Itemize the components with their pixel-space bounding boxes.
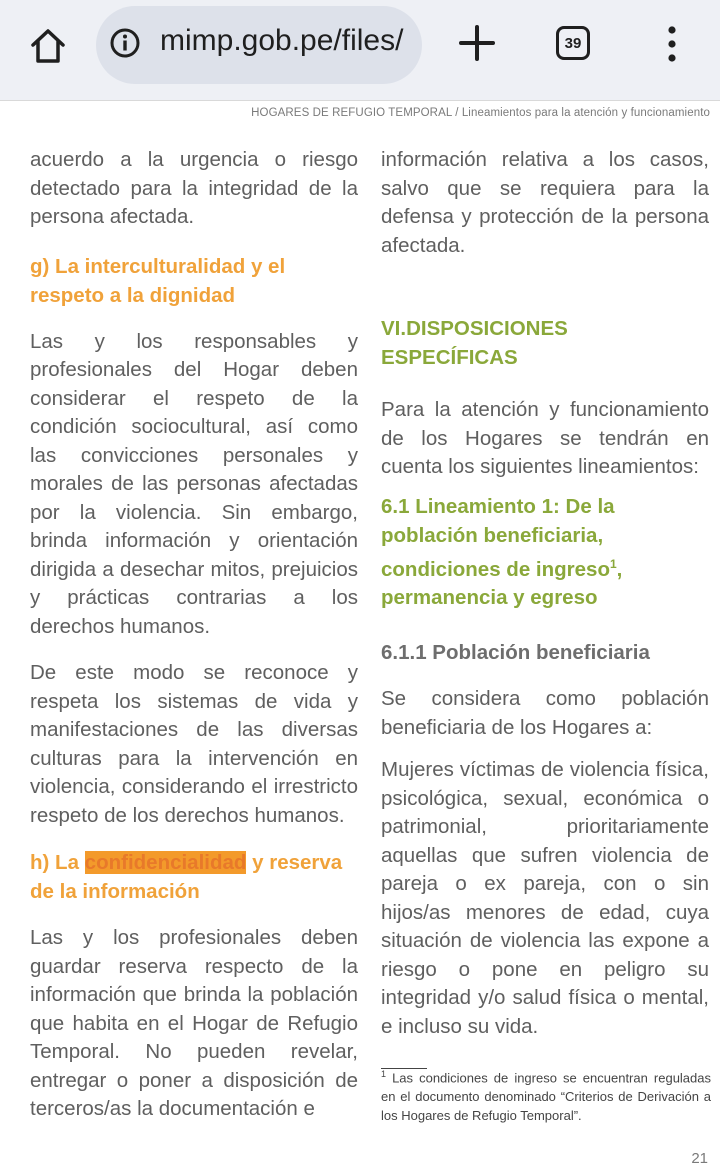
heading-text: y reserva de la información (30, 851, 343, 903)
home-button[interactable] (22, 20, 74, 72)
tab-switcher-button[interactable] (556, 26, 590, 60)
footnote-marker: 1 (609, 556, 617, 571)
search-highlight: confidencialidad (84, 851, 247, 874)
paragraph: Se considera como población beneficiaria de los Hogares a: (381, 687, 709, 739)
info-icon[interactable] (110, 28, 140, 58)
paragraph: Las y los responsables y profesionales del Hogar deben considerar el respeto de la condición sociocultural, así como las convicciones personales y morales de las personas afectadas por la violencia. Sin embargo, brinda información y orientación dirigida a desechar mitos, prejuicios y prácticas contrarias a los derechos humanos. (30, 329, 358, 638)
left-column (30, 146, 358, 1124)
section-heading-vi: VI.DISPOSICIONES ESPECÍFICAS (381, 317, 568, 369)
footnote (381, 1065, 711, 1125)
section-heading-6-1 (381, 492, 709, 613)
new-tab-icon[interactable] (456, 22, 498, 64)
tab-count: 39 (564, 34, 582, 52)
heading-text: , permanencia y egreso (381, 557, 623, 610)
more-options-icon[interactable] (660, 24, 684, 64)
paragraph: Mujeres víctimas de violencia física, psicológica, sexual, económica o patrimonial, prioritariamente aquellas que sufren violencia de pareja o ex pareja, con o sin hijos/as menores de edad, cuya situación de violencia las expone a riesgo o pone en peligro su integridad y/o salud física o mental, e incluso su vida. (381, 758, 709, 1038)
document-running-header: HOGARES DE REFUGIO TEMPORAL / Lineamientos para la atención y funcionamiento (251, 107, 710, 119)
right-column (381, 146, 709, 1041)
footnote-number: 1 (381, 1069, 387, 1079)
address-bar[interactable] (96, 6, 422, 84)
page-number: 21 (691, 1150, 708, 1167)
heading-text: h) La (30, 851, 85, 874)
section-heading-6-1-1: 6.1.1 Población beneficiaria (381, 641, 650, 665)
paragraph: De este modo se reconoce y respeta los sistemas de vida y manifestaciones de las diversas culturas para la intervención en violencia, considerando el irrestricto respeto de los derechos humanos. (30, 661, 358, 827)
paragraph: información relativa a los casos, salvo que se requiera para la defensa y protección de la persona afectada. (381, 148, 709, 257)
section-heading-g: g) La interculturalidad y el respeto a la dignidad (30, 254, 286, 307)
paragraph: Las y los profesionales deben guardar reserva respecto de la información que brinda la población que habita en el Hogar de Refugio Temporal. No pueden revelar, entregar o poner a disposición de terceros/as la documentación e (30, 926, 358, 1120)
footnote-text: Las condiciones de ingreso se encuentran reguladas en el documento denominado “Criterios de Derivación a los Hogares de Refugio Temporal”. (381, 1070, 711, 1124)
paragraph: acuerdo a la urgencia o riesgo detectado para la integridad de la persona afectada. (30, 148, 358, 228)
section-heading-h (30, 848, 358, 906)
home-icon (28, 26, 68, 66)
paragraph: Para la atención y funcionamiento de los Hogares se tendrán en cuenta los siguientes lineamientos: (381, 398, 709, 478)
heading-text: 6.1 Lineamiento 1: De la población beneficiaria, condiciones de ingreso (381, 494, 615, 581)
url-text[interactable]: mimp.gob.pe/files/ (160, 24, 404, 57)
browser-toolbar (0, 0, 720, 101)
